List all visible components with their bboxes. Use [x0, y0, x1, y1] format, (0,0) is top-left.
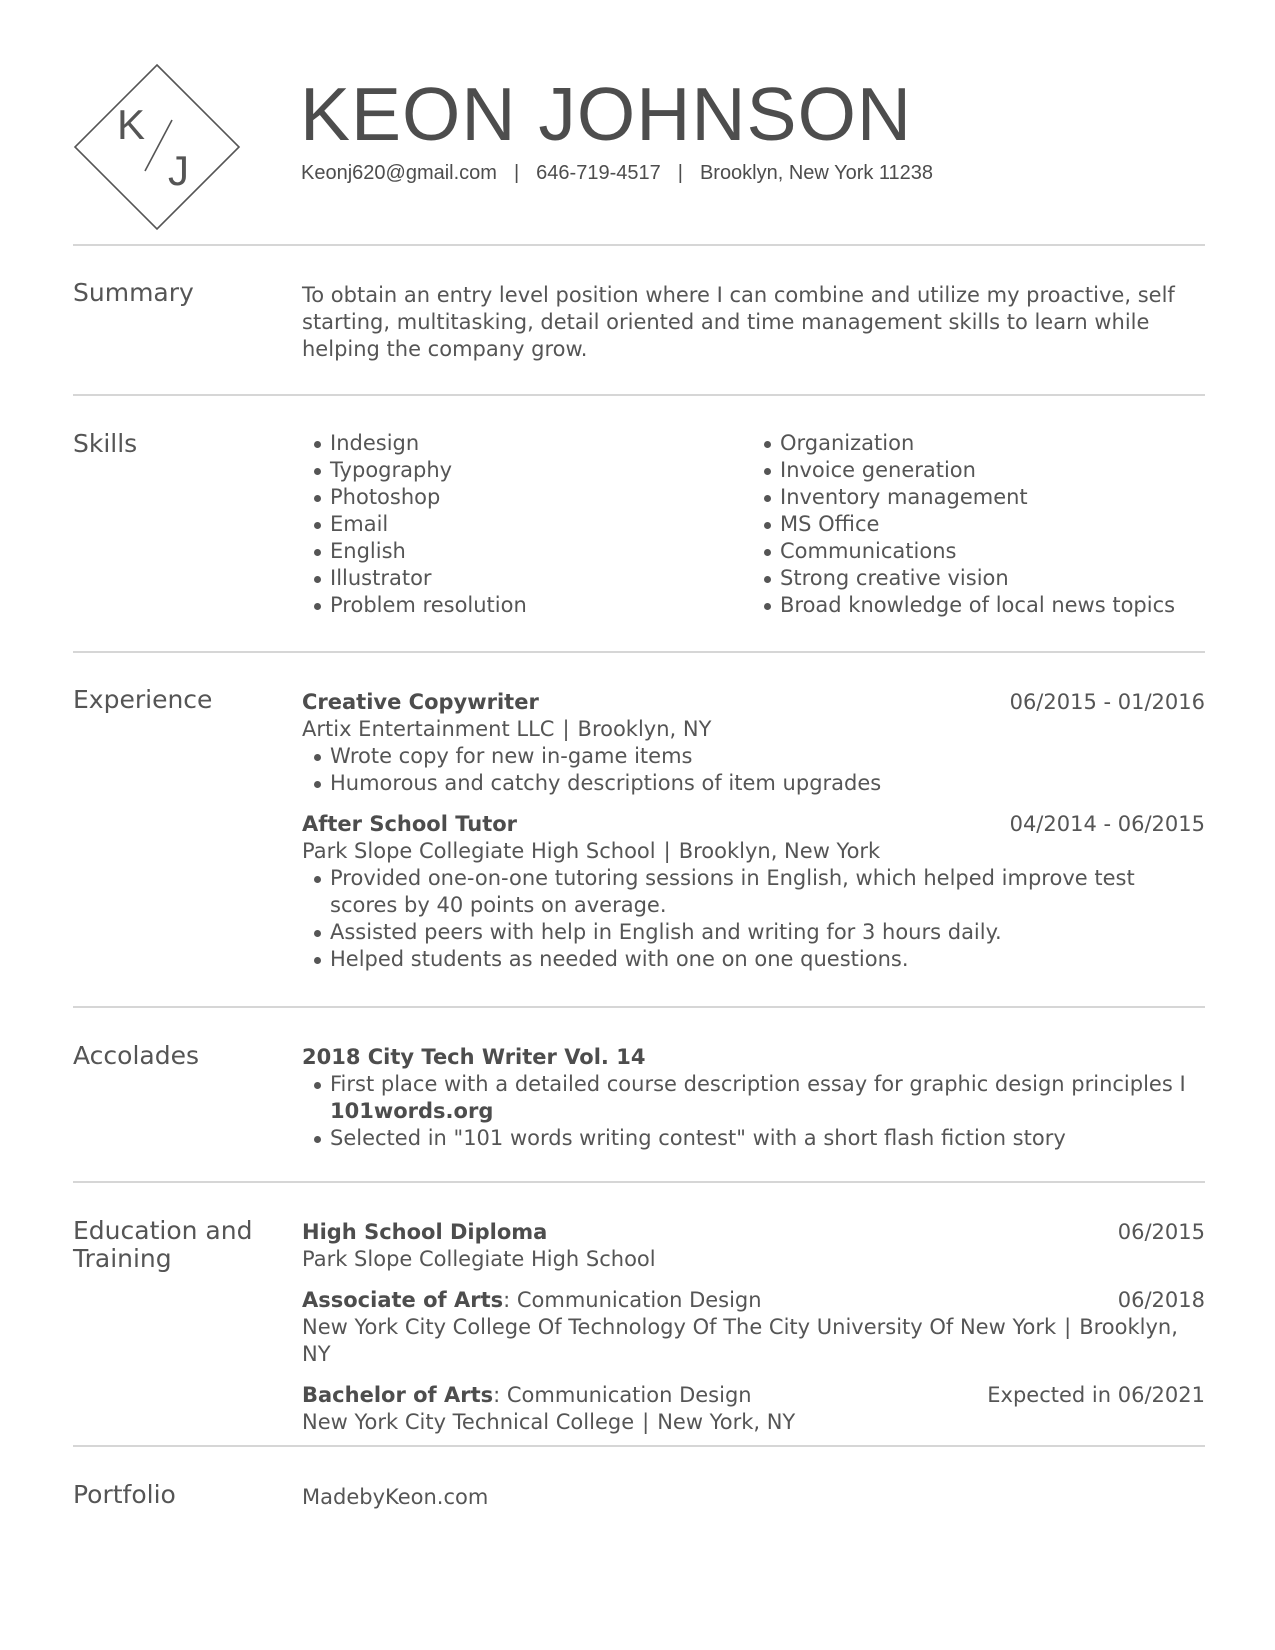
monogram-initial-j: J: [168, 147, 189, 194]
job-location: Brooklyn, NY: [577, 717, 712, 741]
degree-field: : Communication Design: [493, 1383, 752, 1407]
school-name: New York City College Of Technology Of The City University Of New York: [302, 1315, 1057, 1339]
section-label-summary: Summary: [73, 278, 194, 307]
section-divider: [73, 1445, 1205, 1447]
contact-line: [301, 160, 933, 186]
section-divider: [73, 244, 1205, 246]
job-dates: 06/2015 - 01/2016: [1009, 690, 1205, 714]
job-employer: [302, 838, 1205, 865]
candidate-name: KEON JOHNSON: [300, 72, 913, 156]
school-location: New York, NY: [657, 1410, 796, 1434]
job-title: After School Tutor: [302, 812, 518, 836]
job-entry: [302, 811, 1205, 973]
skill-item: Communications: [752, 538, 1202, 565]
accolade-list: [302, 1071, 1205, 1152]
skill-item: Typography: [302, 457, 752, 484]
monogram-logo: [73, 63, 241, 231]
skills-list-right: [752, 430, 1202, 619]
school-line: [302, 1409, 1205, 1436]
accolade-item: First place with a detailed course description essay for graphic design principles I 101words.org: [302, 1071, 1205, 1125]
school-name: New York City Technical College: [302, 1410, 635, 1434]
education-date: Expected in 06/2021: [987, 1383, 1205, 1407]
accolade-title: 2018 City Tech Writer Vol. 14: [302, 1045, 646, 1069]
section-label-skills: Skills: [73, 429, 138, 458]
section-divider: [73, 394, 1205, 396]
job-duties: [302, 865, 1205, 973]
duty-item: Assisted peers with help in English and writing for 3 hours daily.: [302, 919, 1205, 946]
separator: |: [642, 1410, 650, 1434]
degree-name: High School Diploma: [302, 1220, 548, 1244]
skill-item: Invoice generation: [752, 457, 1202, 484]
education-entry: [302, 1219, 1205, 1273]
contact-separator: |: [677, 162, 683, 184]
section-label-experience: Experience: [73, 685, 213, 714]
job-entry: [302, 689, 1205, 797]
phone: 646-719-4517: [536, 162, 661, 184]
skill-item: MS Office: [752, 511, 1202, 538]
skill-item: Illustrator: [302, 565, 752, 592]
education-entry: [302, 1287, 1205, 1368]
skill-item: Photoshop: [302, 484, 752, 511]
duty-item: Humorous and catchy descriptions of item upgrades: [302, 770, 1205, 797]
section-label-accolades: Accolades: [73, 1041, 199, 1070]
skill-item: Email: [302, 511, 752, 538]
degree-name: Associate of Arts: [302, 1288, 504, 1312]
school-line: [302, 1314, 1205, 1368]
job-duties: [302, 743, 1205, 797]
skills-section: [302, 430, 1205, 619]
accolades-section: [302, 1044, 1205, 1152]
skills-list-left: [302, 430, 752, 619]
summary-text: To obtain an entry level position where I can combine and utilize my proactive, self starting, multitasking, detail oriented and time management skills to learn while helping the company grow.: [302, 283, 1175, 361]
education-date: 06/2018: [1117, 1288, 1205, 1312]
accolade-source: 101words.org: [330, 1099, 494, 1123]
skill-item: Strong creative vision: [752, 565, 1202, 592]
separator: |: [562, 717, 570, 741]
section-divider: [73, 1006, 1205, 1008]
skill-item: Problem resolution: [302, 592, 752, 619]
section-label-portfolio: Portfolio: [73, 1480, 176, 1509]
job-employer: [302, 716, 1205, 743]
contact-separator: |: [513, 162, 520, 184]
duty-item: Wrote copy for new in-game items: [302, 743, 1205, 770]
job-location: Brooklyn, New York: [678, 839, 881, 863]
accolade-item: Selected in "101 words writing contest" with a short flash fiction story: [302, 1125, 1205, 1152]
company-name: Park Slope Collegiate High School: [302, 839, 656, 863]
degree-name: Bachelor of Arts: [302, 1383, 494, 1407]
education-date: 06/2015: [1117, 1220, 1205, 1244]
education-entry: [302, 1382, 1205, 1436]
company-name: Artix Entertainment LLC: [302, 717, 555, 741]
school-name: Park Slope Collegiate High School: [302, 1247, 656, 1271]
skill-item: Indesign: [302, 430, 752, 457]
degree-field: : Communication Design: [503, 1288, 762, 1312]
portfolio-section: [302, 1484, 1205, 1511]
section-divider: [73, 651, 1205, 653]
experience-section: [302, 689, 1205, 987]
duty-item: Helped students as needed with one on one questions.: [302, 946, 1205, 973]
section-label-education: Education and Training: [73, 1216, 253, 1273]
section-divider: [73, 1181, 1205, 1183]
school-location: Brooklyn, NY: [302, 1315, 1178, 1366]
address: Brooklyn, New York 11238: [699, 162, 934, 184]
skill-item: Organization: [752, 430, 1202, 457]
job-dates: 04/2014 - 06/2015: [1009, 812, 1205, 836]
summary-section: [302, 282, 1205, 363]
job-title: Creative Copywriter: [302, 690, 539, 714]
email: Keonj620@gmail.com: [301, 162, 497, 184]
education-section: [302, 1219, 1205, 1450]
separator: |: [663, 839, 671, 863]
monogram-initial-k: K: [117, 101, 146, 148]
skill-item: Broad knowledge of local news topics: [752, 592, 1202, 619]
portfolio-link[interactable]: MadebyKeon.com: [302, 1485, 489, 1509]
separator: |: [1064, 1315, 1072, 1339]
skill-item: Inventory management: [752, 484, 1202, 511]
skill-item: English: [302, 538, 752, 565]
duty-item: Provided one-on-one tutoring sessions in English, which helped improve test scores by 40 points on average.: [302, 865, 1205, 919]
